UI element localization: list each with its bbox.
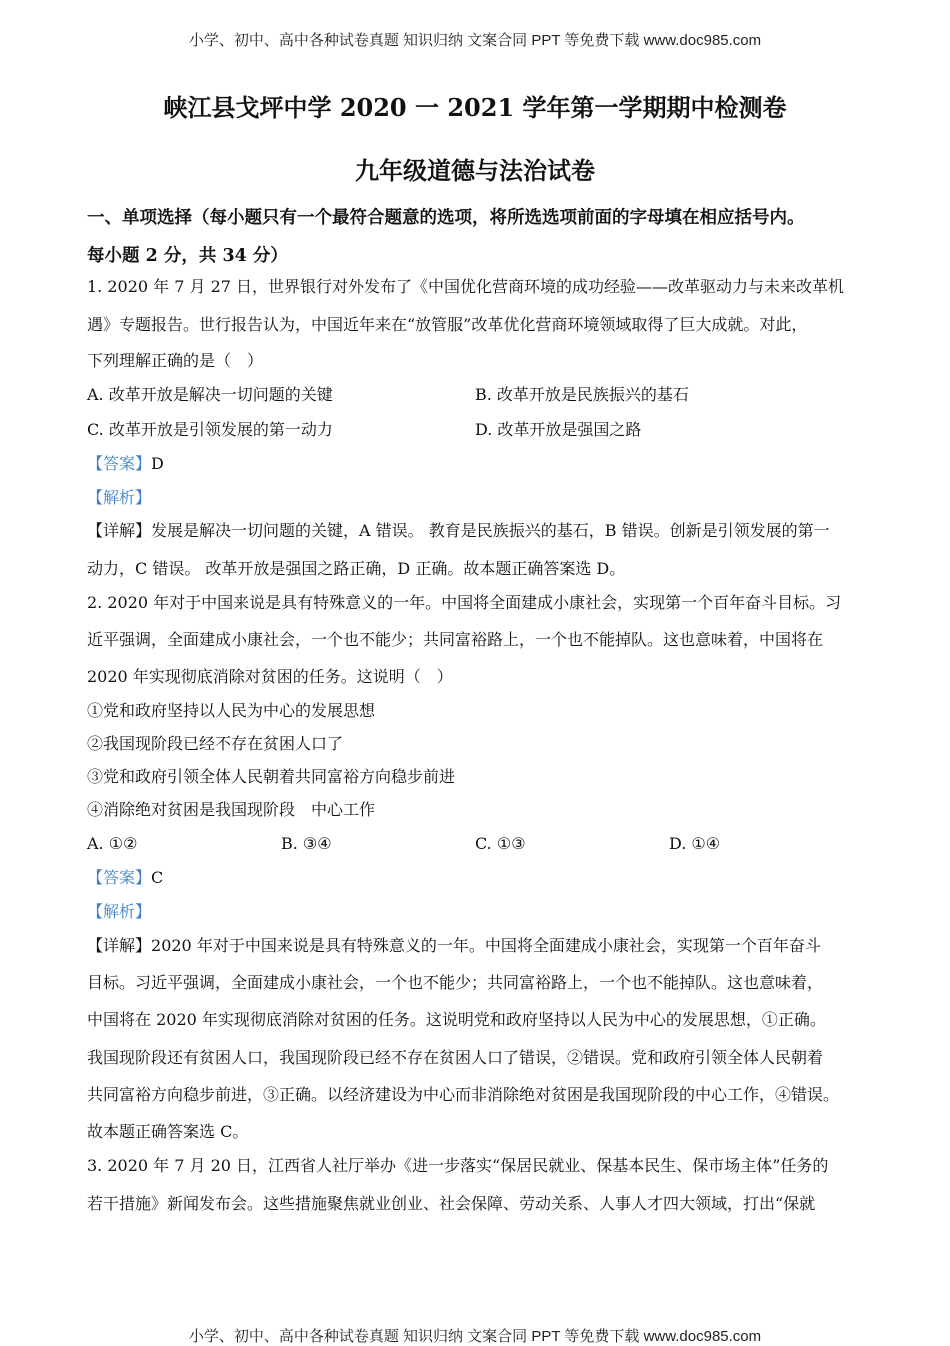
detail-line: [87, 521, 830, 541]
statement-3: ③党和政府引领全体人民朝着共同富裕方向稳步前进: [87, 767, 456, 786]
answer-value: D: [151, 454, 164, 473]
statement-1: ①党和政府坚持以人民为中心的发展思想: [87, 701, 376, 720]
statement-2: ②我国现阶段已经不存在贫困人口了: [87, 734, 344, 753]
answer-line: [87, 454, 164, 474]
question-1-stem: 1. 2020 年 7 月 27 日，世界银行对外发布了《中国优化营商环境的成功经验——改革驱动力与未来改革机: [87, 277, 845, 296]
detail-text: 2020 年对于中国来说是具有特殊意义的一年。中国将全面建成小康社会，实现第一个百年奋斗: [151, 936, 821, 955]
detail-text: 目标。习近平强调，全面建成小康社会，一个也不能少；共同富裕路上，一个也不能掉队。这也意味着，: [87, 973, 824, 992]
detail-label: 【详解】: [87, 936, 152, 955]
detail-text: 共同富裕方向稳步前进，③正确。以经济建设为中心而非消除绝对贫困是我国现阶段的中心工作，④错误。: [87, 1085, 840, 1104]
answer-label: 【答案】: [87, 454, 152, 473]
answer-line: [87, 868, 163, 888]
option-b: B. ③④: [281, 834, 332, 853]
section-heading-cont: 每小题 2 分，共 34 分）: [87, 246, 288, 266]
detail-label: 【详解】: [87, 521, 152, 540]
option-a: A. 改革开放是解决一切问题的关键: [87, 385, 333, 404]
option-c: C. 改革开放是引领发展的第一动力: [87, 420, 333, 439]
option-a: A. ①②: [87, 834, 138, 853]
analysis-label: 【解析】: [87, 902, 152, 921]
question-2-stem: 2. 2020 年对于中国来说是具有特殊意义的一年。中国将全面建成小康社会，实现第一个百年奋斗目标。习: [87, 593, 842, 612]
question-2-stem: 近平强调，全面建成小康社会，一个也不能少；共同富裕路上，一个也不能掉队。这也意味着，中国将在: [87, 630, 824, 649]
analysis-label: 【解析】: [87, 488, 152, 507]
detail-text: 故本题正确答案选 C。: [87, 1122, 249, 1141]
answer-value: C: [151, 868, 164, 887]
detail-line: [87, 936, 821, 956]
option-d: D. ①④: [669, 834, 721, 853]
exam-subtitle: 九年级道德与法治试卷: [355, 156, 595, 185]
detail-text: 中国将在 2020 年实现彻底消除对贫困的任务。这说明党和政府坚持以人民为中心的发展思想，①正确。: [87, 1010, 826, 1029]
detail-text: 我国现阶段还有贫困人口，我国现阶段已经不存在贫困人口了错误，②错误。党和政府引领全体人民朝着: [87, 1048, 824, 1067]
question-1-stem: 下列理解正确的是（ ）: [87, 351, 264, 370]
question-3-stem: 若干措施》新闻发布会。这些措施聚焦就业创业、社会保障、劳动关系、人事人才四大领域，打出“保就: [87, 1194, 816, 1213]
detail-text: 发展是解决一切问题的关键，A 错误。 教育是民族振兴的基石，B 错误。创新是引领发展的第一: [151, 521, 830, 540]
question-1-stem: 遇》专题报告。世行报告认为，中国近年来在“放管服”改革优化营商环境领域取得了巨大成就。对此，: [87, 315, 808, 334]
answer-label: 【答案】: [87, 868, 152, 887]
statement-4: ④消除绝对贫困是我国现阶段 中心工作: [87, 800, 376, 819]
page-footer: 小学、初中、高中各种试卷真题 知识归纳 文案合同 PPT 等免费下载 www.doc985.com: [188, 1328, 762, 1345]
option-d: D. 改革开放是强国之路: [475, 420, 642, 439]
question-3-stem: 3. 2020 年 7 月 20 日，江西省人社厅举办《进一步落实“保居民就业、保基本民生、保市场主体”任务的: [87, 1156, 829, 1175]
option-c: C. ①③: [475, 834, 526, 853]
section-heading: 一、单项选择（每小题只有一个最符合题意的选项，将所选选项前面的字母填在相应括号内。: [87, 208, 805, 228]
question-2-stem: 2020 年实现彻底消除对贫困的任务。这说明（ ）: [87, 667, 453, 686]
page-header: 小学、初中、高中各种试卷真题 知识归纳 文案合同 PPT 等免费下载 www.doc985.com: [188, 32, 762, 49]
exam-title: 峡江县戈坪中学 2020 一 2021 学年第一学期期中检测卷: [163, 93, 787, 122]
option-b: B. 改革开放是民族振兴的基石: [475, 385, 689, 404]
detail-text: 动力，C 错误。 改革开放是强国之路正确，D 正确。故本题正确答案选 D。: [87, 559, 626, 578]
